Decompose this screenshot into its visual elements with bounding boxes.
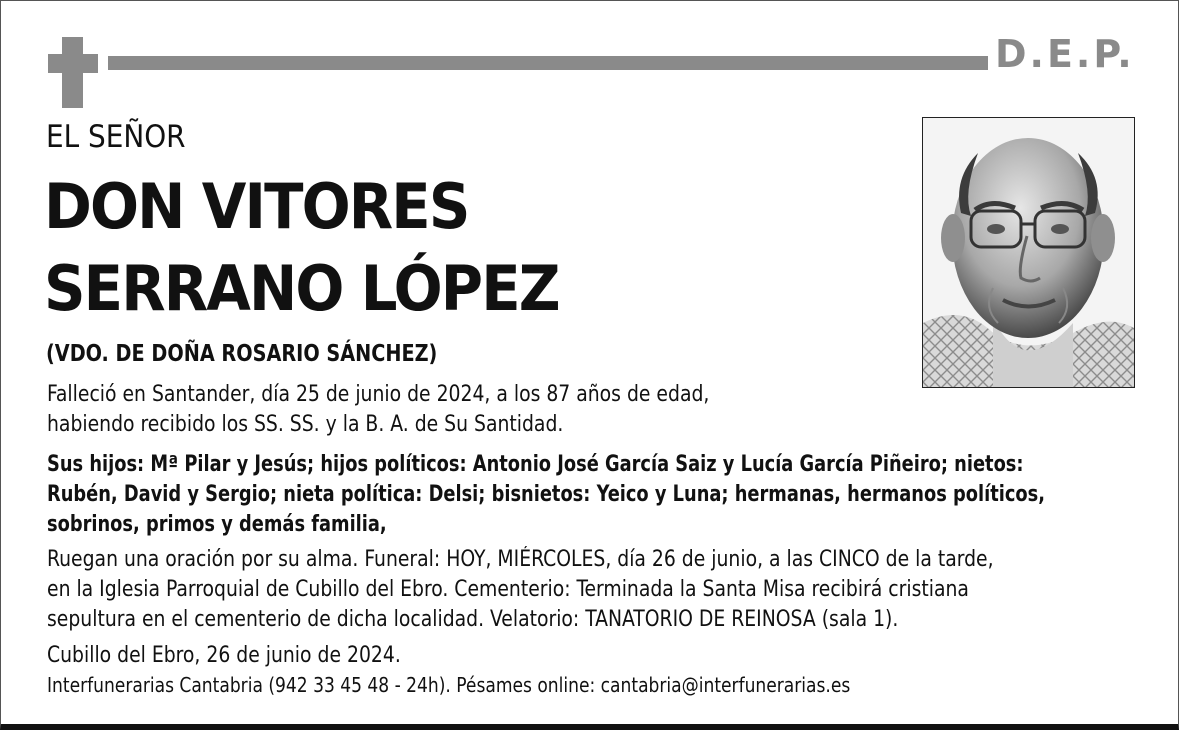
family-line: Sus hijos: Mª Pilar y Jesús; hijos políticos: Antonio José García Saiz y Lucía García Piñeiro; nietos:: [47, 452, 1024, 477]
death-notice: [47, 380, 709, 440]
death-line: Falleció en Santander, día 25 de junio de 2024, a los 87 años de edad,: [47, 382, 710, 407]
funeral-line: sepultura en el cementerio de dicha localidad. Velatorio: TANATORIO DE REINOSA (sala 1).: [47, 607, 899, 632]
deceased-name-line1: DON VITORES: [44, 170, 469, 243]
funeral-line: en la Iglesia Parroquial de Cubillo del Ebro. Cementerio: Terminada la Santa Misa recibirá cristiana: [47, 577, 969, 602]
death-line: habiendo recibido los SS. SS. y la B. A. de Su Santidad.: [47, 412, 564, 437]
widow-of: (VDO. DE DOÑA ROSARIO SÁNCHEZ): [46, 341, 438, 367]
family-line: sobrinos, primos y demás familia,: [47, 512, 387, 537]
deceased-name-line2: SERRANO LÓPEZ: [44, 252, 559, 325]
portrait-image: [923, 118, 1134, 387]
header-rule: [108, 56, 988, 70]
dep-label: D.E.P.: [995, 32, 1135, 76]
funeral-home-contact: Interfunerarias Cantabria (942 33 45 48 - 24h). Pésames online: cantabria@interfunerarias.es: [47, 673, 851, 697]
funeral-details: [47, 545, 994, 635]
portrait-photo: [922, 117, 1135, 388]
funeral-line: Ruegan una oración por su alma. Funeral: HOY, MIÉRCOLES, día 26 de junio, a las CINCO de la tarde,: [47, 547, 994, 572]
family-line: Rubén, David y Sergio; nieta política: Delsi; bisnietos: Yeico y Luna; hermanas, hermanos políticos,: [47, 482, 1046, 507]
family-list: [47, 450, 1045, 540]
place-date: Cubillo del Ebro, 26 de junio de 2024.: [47, 643, 401, 668]
cross-icon-bar: [48, 54, 98, 73]
pretitle: EL SEÑOR: [46, 119, 186, 155]
